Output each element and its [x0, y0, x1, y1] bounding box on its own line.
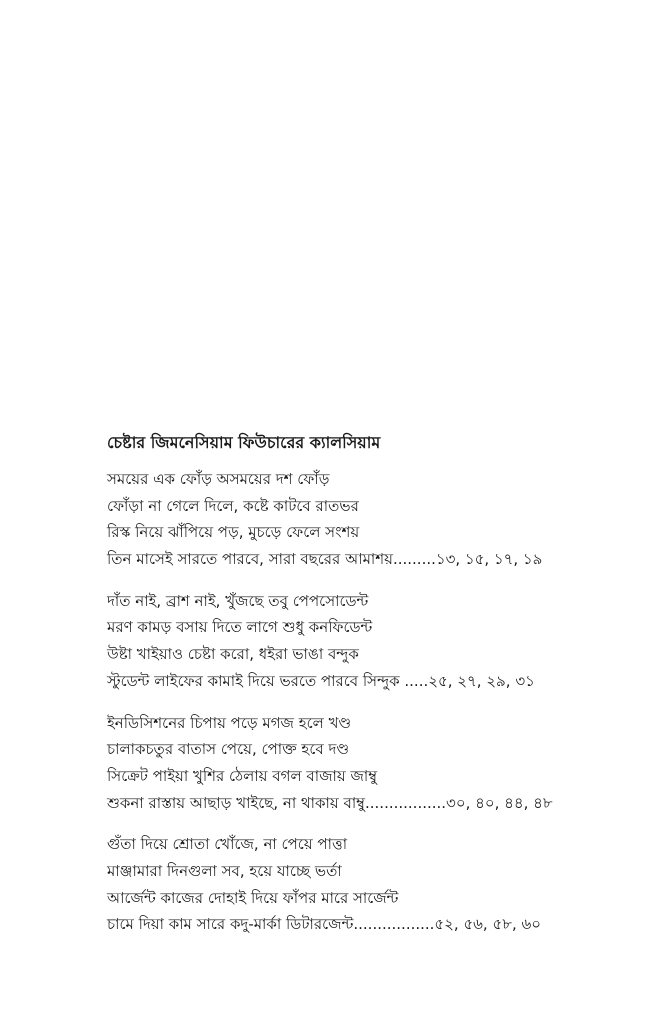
verse-line-with-page-refs: তিন মাসেই সারতে পারবে, সারা বছরের আমাশয়.........১৩, ১৫, ১৭, ১৯ [107, 550, 543, 569]
verse-line-with-page-refs: শুকনা রাস্তায় আছাড় খাইছে, না থাকায় বাম্বু.................৩০, ৪০, ৪৪, ৪৮ [107, 793, 553, 812]
verse-line: মাঞ্জামারা দিনগুলা সব, হয়ে যাচ্ছে ভর্তা [107, 861, 342, 880]
verse-line: চালাকচতুর বাতাস পেয়ে, পোক্ত হবে দণ্ড [107, 740, 350, 759]
verse-line: উষ্টা খাইয়াও চেষ্টা করো, ধইরা ভাঙা বন্দুক [107, 645, 359, 664]
verse-line: গুঁতা দিয়ে শ্রোতা খোঁজে, না পেয়ে পাত্তা [107, 835, 348, 854]
verse-line: আর্জেন্ট কাজের দোহাই দিয়ে ফাঁপর মারে সার্জেন্ট [107, 888, 399, 907]
stanza-3 [107, 710, 567, 817]
section-title: চেষ্টার জিমনেসিয়াম ফিউচারের ক্যালসিয়াম [107, 433, 381, 452]
verse-line: সময়ের এক ফোঁড় অসময়ের দশ ফোঁড় [107, 470, 330, 488]
verse-line: সিক্রেট পাইয়া খুশির ঠেলায় বগল বাজায় জাম্বু [107, 766, 378, 785]
stanza-4 [107, 831, 567, 938]
verse-line: ইনডিসিশনের চিপায় পড়ে মগজ হলে খণ্ড [107, 713, 352, 732]
stanza-2 [107, 588, 567, 695]
verse-line: দাঁত নাই, ব্রাশ নাই, খুঁজছে তবু পেপসোডেন্ট [107, 591, 369, 610]
verse-line-with-page-refs: স্টুডেন্ট লাইফের কামাই দিয়ে ভরতে পারবে সিন্দুক .....২৫, ২৭, ২৯, ৩১ [107, 671, 535, 690]
verse-line: ফোঁড়া না গেলে দিলে, কষ্টে কাটবে রাতভর [107, 496, 359, 515]
stanza-1 [107, 466, 567, 573]
verse-line-with-page-refs: চামে দিয়া কাম সারে কদু-মার্কা ডিটারজেন্ট.................৫২, ৫৬, ৫৮, ৬০ [107, 915, 541, 934]
poem-section [107, 430, 567, 953]
verse-line: রিস্ক নিয়ে ঝাঁপিয়ে পড়, মুচড়ে ফেলে সংশয় [107, 523, 360, 542]
verse-line: মরণ কামড় বসায় দিতে লাগে শুধু কনফিডেন্ট [107, 618, 373, 637]
